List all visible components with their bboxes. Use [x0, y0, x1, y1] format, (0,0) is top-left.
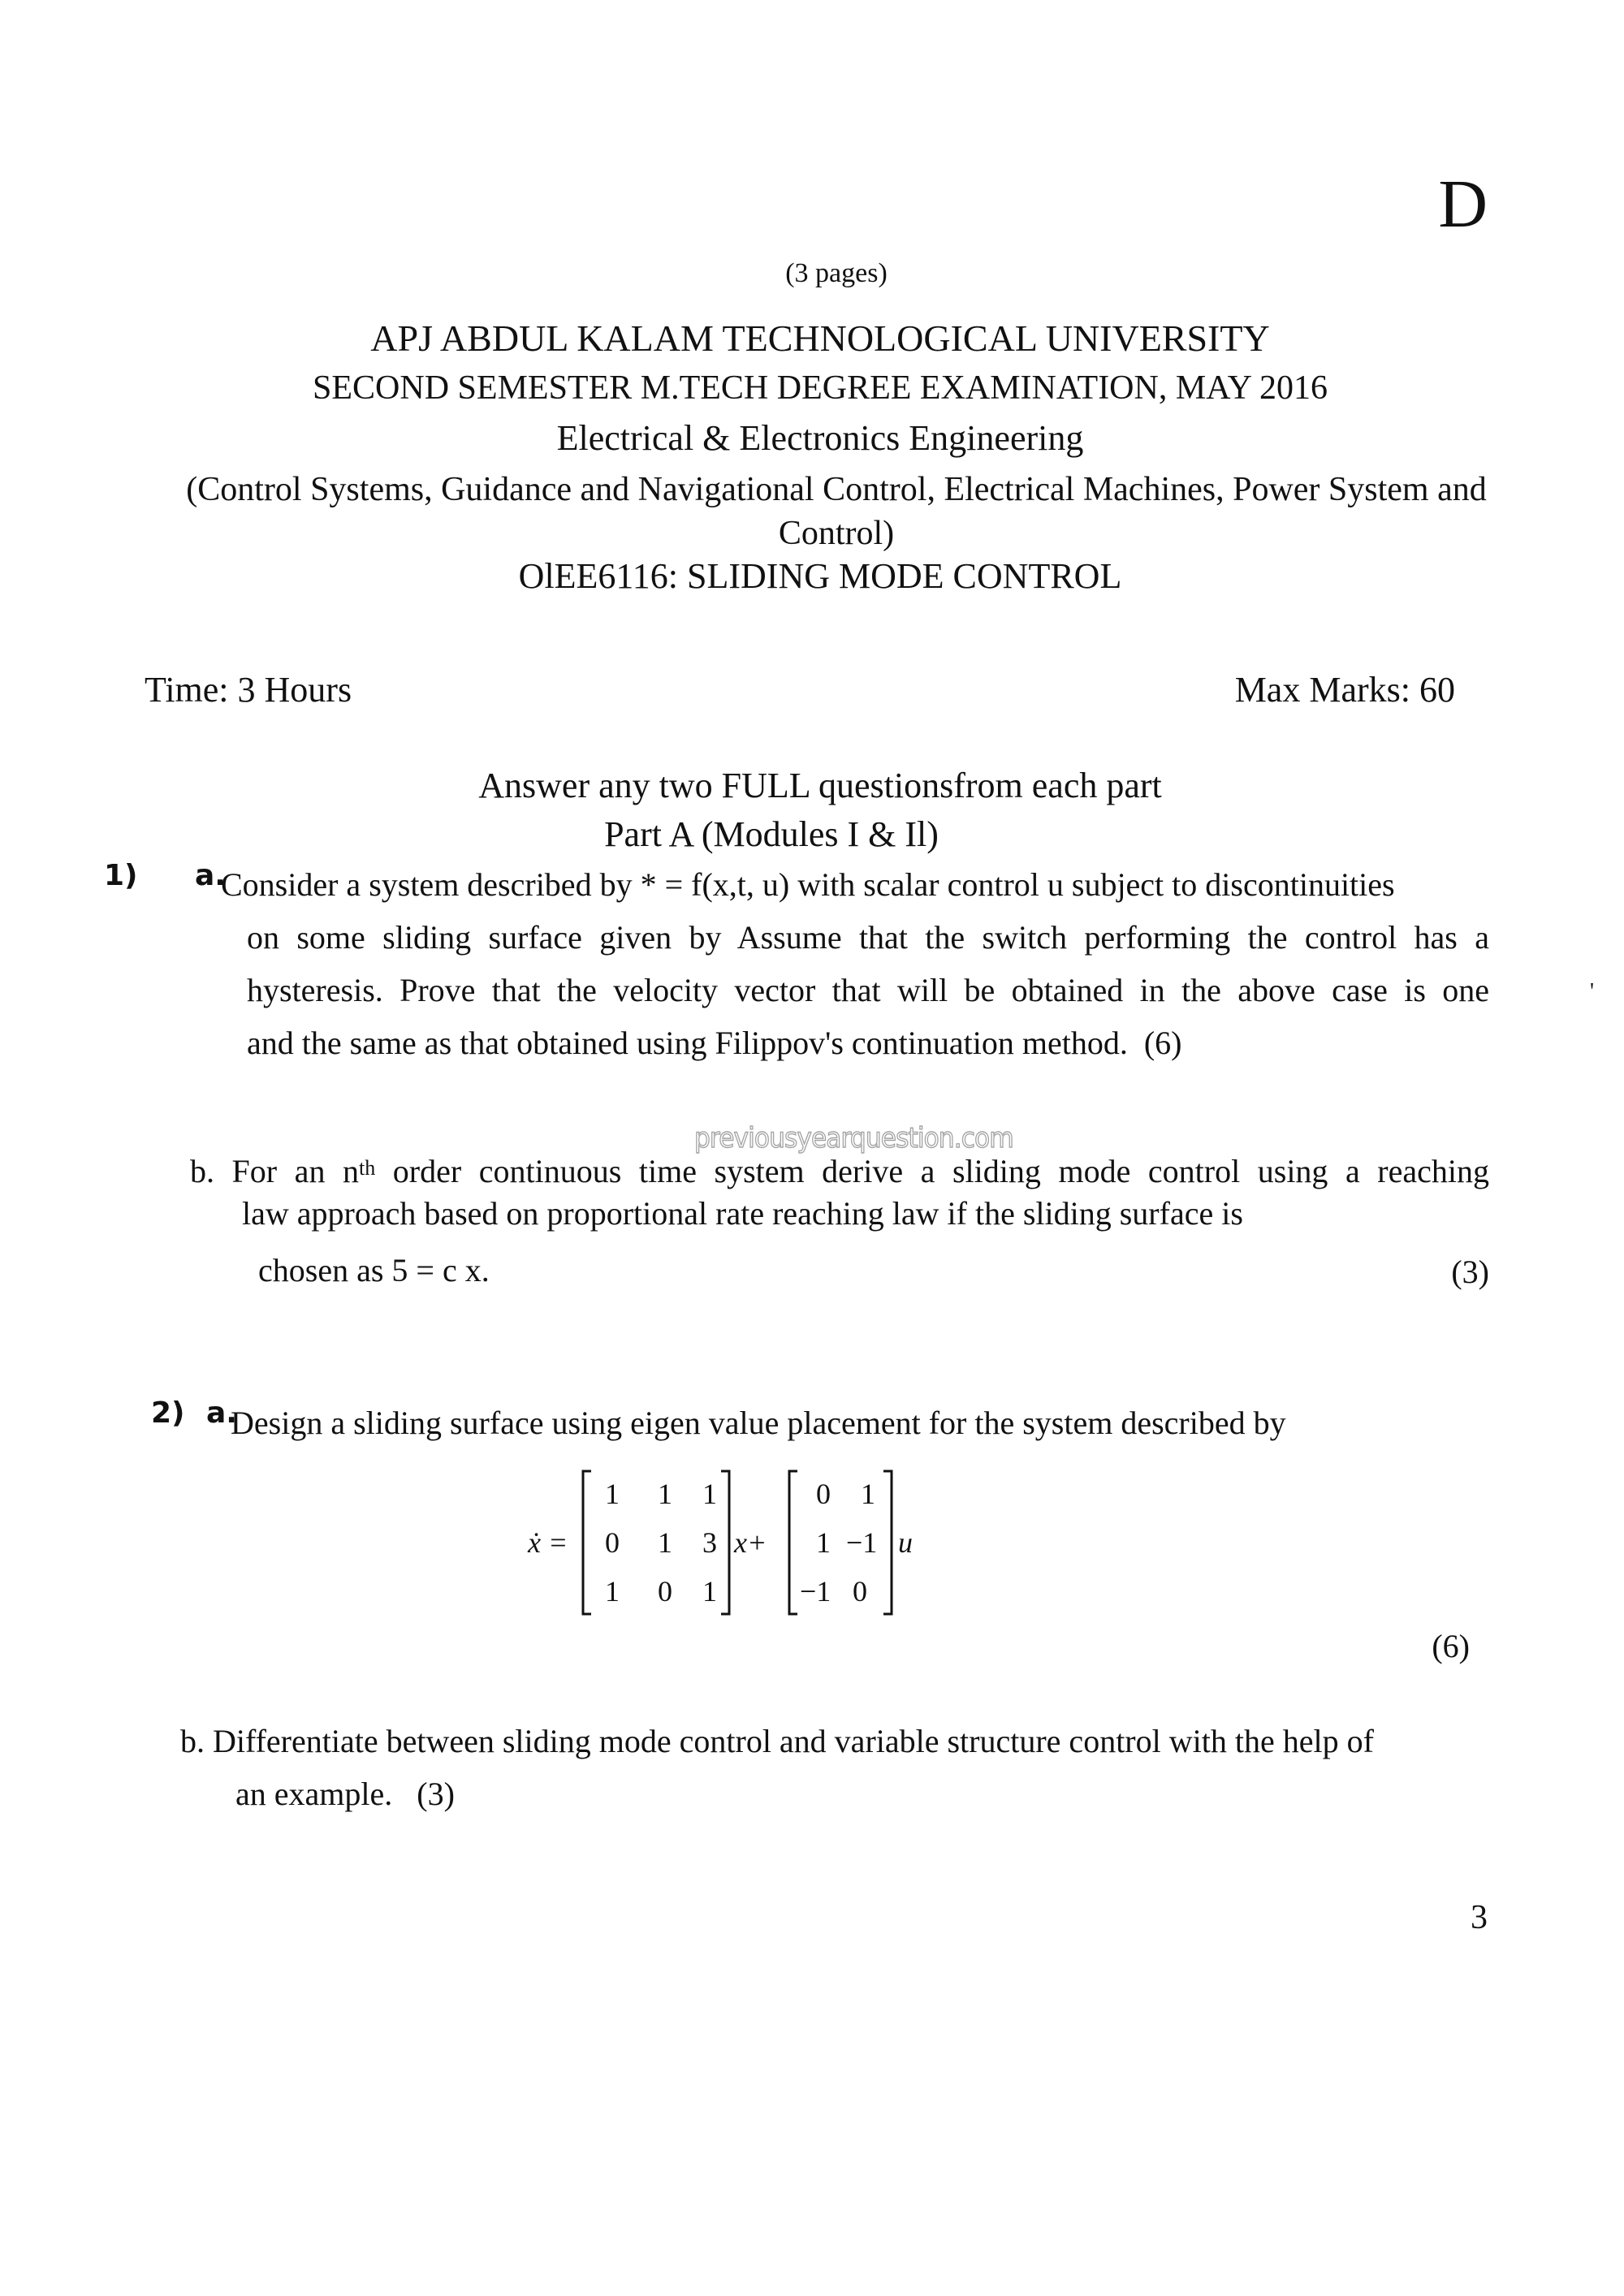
max-marks: Max Marks: 60	[1234, 670, 1455, 710]
exam-duration: Time: 3 Hours	[145, 670, 352, 710]
question-1b-line-1-rest: order continuous time system derive a sliding mode control using a reaching	[375, 1153, 1489, 1189]
matrix-a-cell: 1	[658, 1526, 672, 1559]
university-name: APJ ABDUL KALAM TECHNOLOGICAL UNIVERSITY	[370, 317, 1270, 359]
question-2-number: 2)	[151, 1396, 185, 1430]
matrix-a-cell: 1	[702, 1478, 717, 1510]
question-1b-superscript: th	[359, 1156, 376, 1180]
series-letter: D	[1438, 166, 1488, 242]
stray-mark: '	[1590, 979, 1595, 1004]
equation-x-plus: x+	[734, 1526, 767, 1559]
question-2b-text-end: an example.	[235, 1776, 393, 1812]
question-1a-line-1: Consider a system described by * = f(x,t, u) with scalar control u subject to discontinuities	[221, 866, 1395, 903]
question-2b-line-2	[235, 1767, 455, 1820]
matrix-b-left-bracket	[789, 1471, 797, 1614]
equation-u: u	[898, 1526, 913, 1559]
equation-lhs: ẋ =	[528, 1526, 568, 1559]
matrix-b-cell: −1	[800, 1575, 831, 1608]
question-1-number: 1)	[104, 859, 138, 892]
question-1a-line-2: on some sliding surface given by Assume that the switch performing the control has a	[247, 919, 1489, 956]
answer-instruction: Answer any two FULL questionsfrom each part	[478, 766, 1162, 805]
matrix-a-cell: 1	[605, 1575, 620, 1608]
question-2a-marks: (6)	[1432, 1628, 1470, 1664]
matrix-a-left-bracket	[583, 1471, 591, 1614]
question-2b-line-1: b. Differentiate between sliding mode control and variable structure control with the help of	[180, 1723, 1374, 1759]
matrix-a-cell: 0	[605, 1526, 620, 1559]
matrix-a-cell: 1	[702, 1575, 717, 1608]
watermark: previousyearquestion.com	[694, 1122, 1013, 1154]
page-number: 3	[1471, 1899, 1488, 1936]
exam-title: SECOND SEMESTER M.TECH DEGREE EXAMINATION, MAY 2016	[313, 369, 1328, 407]
matrix-a-cell: 0	[658, 1575, 672, 1608]
matrix-a-cell: 1	[605, 1478, 620, 1510]
question-1a-label: a.	[195, 859, 226, 892]
branch-title: Electrical & Electronics Engineering	[556, 418, 1084, 458]
state-equation	[520, 1461, 942, 1624]
question-1b-marks: (3)	[1451, 1254, 1489, 1290]
matrix-b-cell: 0	[853, 1575, 867, 1608]
question-1b-line-2: law approach based on proportional rate reaching law if the sliding surface is	[242, 1195, 1243, 1232]
question-2a-text: Design a sliding surface using eigen value placement for the system described by	[231, 1405, 1286, 1441]
streams-text: (Control Systems, Guidance and Navigational Control, Electrical Machines, Power System and Control)	[186, 471, 1487, 552]
matrix-a-cell: 1	[658, 1478, 672, 1510]
question-1a-line-4	[247, 1016, 1181, 1069]
question-1b-prefix: b. For an n	[190, 1153, 359, 1189]
course-title: OlEE6116: SLIDING MODE CONTROL	[518, 556, 1122, 596]
matrix-b-cell: 0	[816, 1478, 831, 1510]
matrix-b-right-bracket	[883, 1471, 892, 1614]
question-2b-marks: (3)	[417, 1776, 455, 1812]
question-2a-label: a.	[206, 1396, 237, 1430]
matrix-b-cell: 1	[816, 1526, 831, 1559]
question-1b-line-3: chosen as 5 = c x.	[258, 1252, 490, 1288]
part-heading: Part A (Modules I & Il)	[604, 814, 939, 854]
question-1a-text-end: and the same as that obtained using Filippov's continuation method.	[247, 1025, 1128, 1061]
matrix-a-cell: 3	[702, 1526, 717, 1559]
page-count: (3 pages)	[785, 258, 888, 288]
matrix-b-cell: −1	[846, 1526, 878, 1559]
question-1a-marks: (6)	[1143, 1025, 1182, 1061]
question-1a-line-3: hysteresis. Prove that the velocity vector that will be obtained in the above case is one	[247, 972, 1489, 1008]
matrix-b-cell: 1	[861, 1478, 875, 1510]
matrix-a-right-bracket	[721, 1471, 729, 1614]
